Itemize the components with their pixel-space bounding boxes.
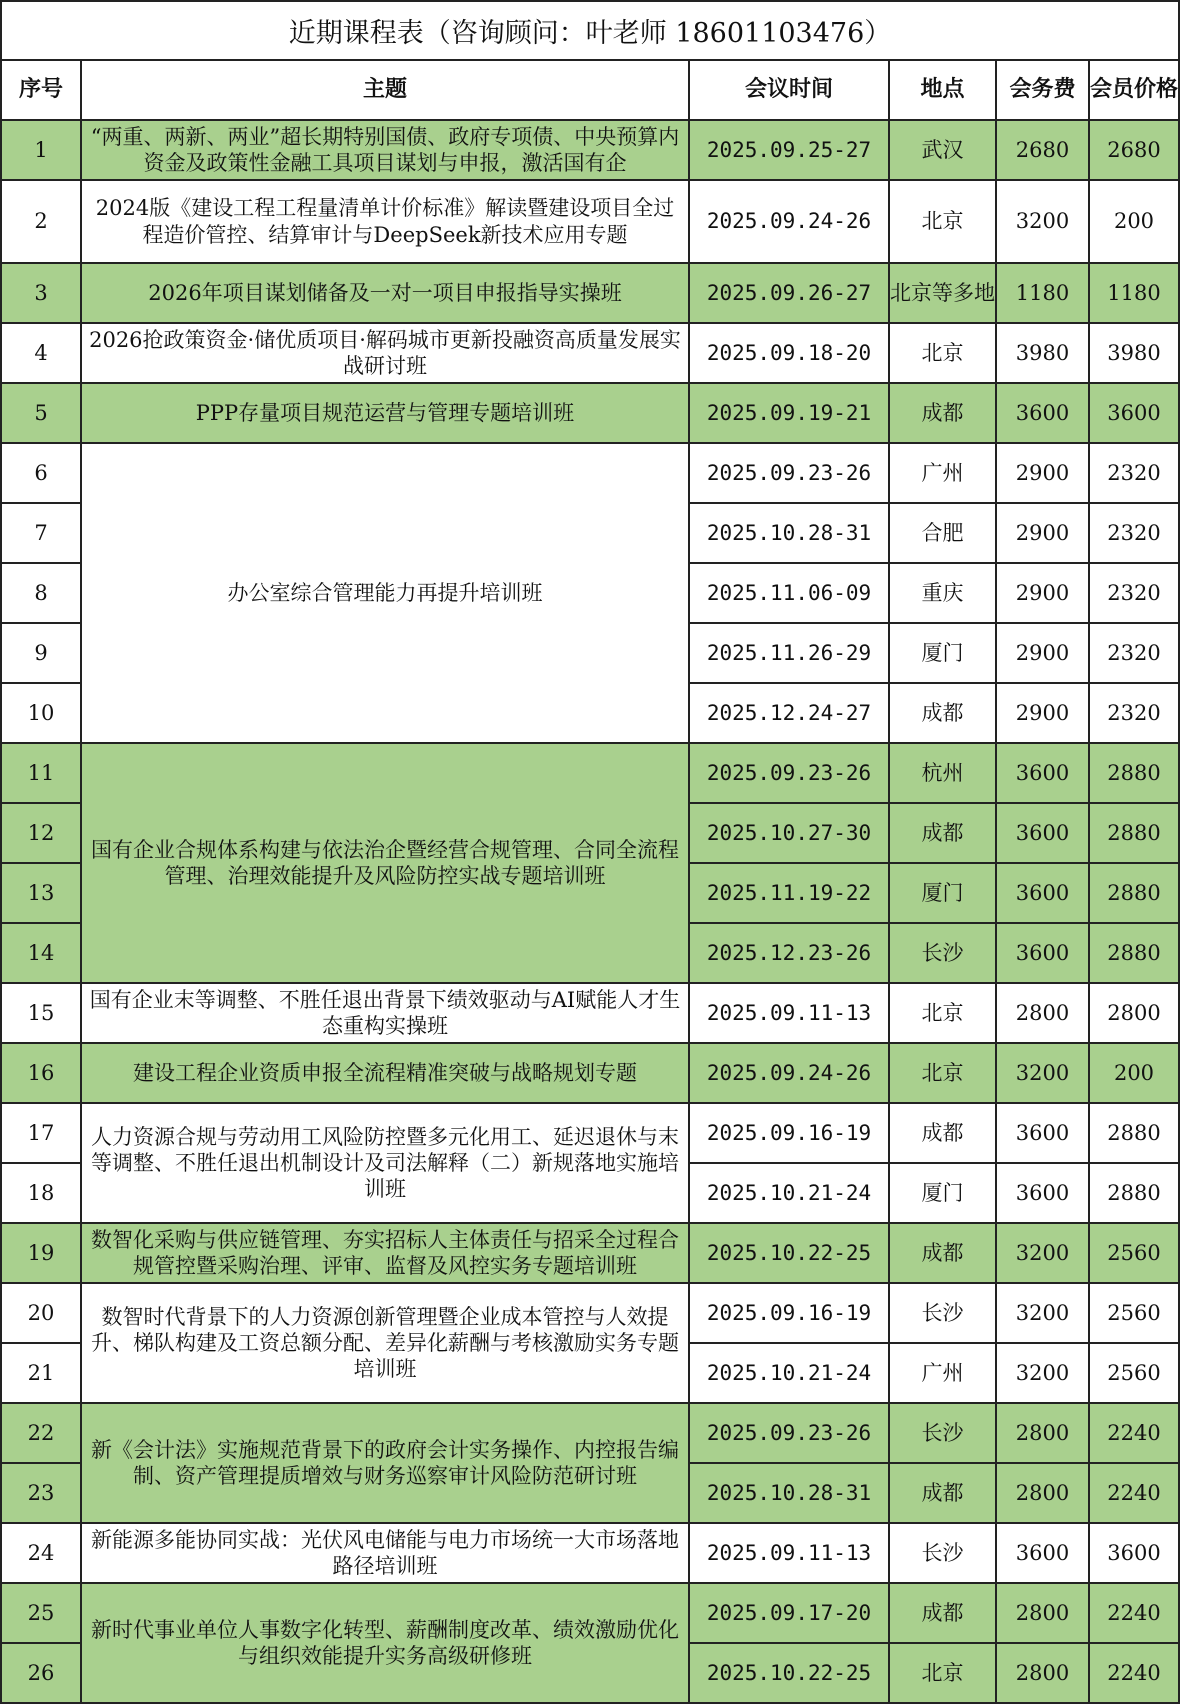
row-member-price: 200 [1090,181,1180,264]
row-location: 杭州 [890,744,997,804]
row-date: 2025.09.16-19 [690,1284,890,1344]
row-location: 北京 [890,324,997,384]
header-location: 地点 [890,61,997,121]
header-fee: 会务费 [997,61,1090,121]
row-number: 2 [0,181,82,264]
row-number: 5 [0,384,82,444]
row-fee: 2800 [997,984,1090,1044]
row-number: 10 [0,684,82,744]
table-title: 近期课程表（咨询顾问：叶老师 18601103476） [0,0,1180,61]
row-date: 2025.09.17-20 [690,1584,890,1644]
row-topic: PPP存量项目规范运营与管理专题培训班 [82,384,690,444]
row-topic: 2024版《建设工程工程量清单计价标准》解读暨建设项目全过程造价管控、结算审计与DeepSeek新技术应用专题 [82,181,690,264]
row-date: 2025.09.24-26 [690,181,890,264]
row-fee: 3200 [997,181,1090,264]
row-location: 成都 [890,684,997,744]
row-topic: 国有企业合规体系构建与依法治企暨经营合规管理、合同全流程管理、治理效能提升及风险防控实战专题培训班 [82,744,690,984]
row-number: 26 [0,1644,82,1704]
row-member-price: 3980 [1090,324,1180,384]
row-member-price: 2560 [1090,1344,1180,1404]
row-number: 12 [0,804,82,864]
row-number: 1 [0,121,82,181]
row-location: 成都 [890,384,997,444]
row-location: 广州 [890,1344,997,1404]
row-location: 重庆 [890,564,997,624]
row-fee: 2900 [997,444,1090,504]
row-number: 24 [0,1524,82,1584]
row-date: 2025.11.06-09 [690,564,890,624]
row-location: 北京 [890,984,997,1044]
row-number: 23 [0,1464,82,1524]
row-member-price: 2320 [1090,504,1180,564]
row-member-price: 2320 [1090,444,1180,504]
row-fee: 2900 [997,564,1090,624]
row-number: 13 [0,864,82,924]
row-member-price: 200 [1090,1044,1180,1104]
row-location: 北京 [890,1644,997,1704]
row-topic: 2026抢政策资金·储优质项目·解码城市更新投融资高质量发展实战研讨班 [82,324,690,384]
row-number: 14 [0,924,82,984]
header-topic: 主题 [82,61,690,121]
row-fee: 3600 [997,864,1090,924]
row-date: 2025.12.24-27 [690,684,890,744]
row-date: 2025.09.24-26 [690,1044,890,1104]
row-number: 9 [0,624,82,684]
row-member-price: 2320 [1090,624,1180,684]
row-fee: 3600 [997,1104,1090,1164]
row-member-price: 2240 [1090,1464,1180,1524]
row-date: 2025.09.25-27 [690,121,890,181]
row-date: 2025.12.23-26 [690,924,890,984]
row-fee: 2900 [997,624,1090,684]
row-member-price: 2880 [1090,804,1180,864]
row-date: 2025.09.23-26 [690,1404,890,1464]
row-topic: 新《会计法》实施规范背景下的政府会计实务操作、内控报告编制、资产管理提质增效与财务巡察审计风险防范研讨班 [82,1404,690,1524]
row-number: 22 [0,1404,82,1464]
row-location: 北京 [890,181,997,264]
row-number: 19 [0,1224,82,1284]
row-location: 北京 [890,1044,997,1104]
row-location: 厦门 [890,864,997,924]
row-topic: 人力资源合规与劳动用工风险防控暨多元化用工、延迟退休与末等调整、不胜任退出机制设计及司法解释（二）新规落地实施培训班 [82,1104,690,1224]
row-location: 合肥 [890,504,997,564]
row-location: 武汉 [890,121,997,181]
row-fee: 2800 [997,1584,1090,1644]
row-date: 2025.09.23-26 [690,444,890,504]
row-number: 18 [0,1164,82,1224]
row-location: 长沙 [890,1524,997,1584]
row-topic: 数智时代背景下的人力资源创新管理暨企业成本管控与人效提升、梯队构建及工资总额分配、差异化薪酬与考核激励实务专题培训班 [82,1284,690,1404]
row-topic: 办公室综合管理能力再提升培训班 [82,444,690,744]
row-member-price: 2320 [1090,564,1180,624]
row-date: 2025.09.19-21 [690,384,890,444]
row-date: 2025.11.26-29 [690,624,890,684]
row-location: 长沙 [890,1404,997,1464]
row-fee: 3200 [997,1284,1090,1344]
row-member-price: 3600 [1090,384,1180,444]
row-fee: 3600 [997,1164,1090,1224]
row-date: 2025.09.23-26 [690,744,890,804]
row-date: 2025.09.26-27 [690,264,890,324]
row-topic: 2026年项目谋划储备及一对一项目申报指导实操班 [82,264,690,324]
row-number: 8 [0,564,82,624]
row-fee: 3200 [997,1344,1090,1404]
row-date: 2025.09.11-13 [690,1524,890,1584]
row-fee: 2800 [997,1464,1090,1524]
row-number: 20 [0,1284,82,1344]
row-member-price: 2320 [1090,684,1180,744]
row-date: 2025.10.28-31 [690,1464,890,1524]
row-member-price: 2240 [1090,1644,1180,1704]
row-date: 2025.10.28-31 [690,504,890,564]
row-location: 成都 [890,1584,997,1644]
row-number: 15 [0,984,82,1044]
row-date: 2025.11.19-22 [690,864,890,924]
row-date: 2025.10.27-30 [690,804,890,864]
row-fee: 2800 [997,1644,1090,1704]
row-fee: 3600 [997,924,1090,984]
row-topic: “两重、两新、两业”超长期特别国债、政府专项债、中央预算内资金及政策性金融工具项目谋划与申报，激活国有企 [82,121,690,181]
row-fee: 2900 [997,684,1090,744]
row-location: 厦门 [890,1164,997,1224]
header-date: 会议时间 [690,61,890,121]
row-location: 成都 [890,1464,997,1524]
row-fee: 3600 [997,744,1090,804]
header-member-price: 会员价格 [1090,61,1180,121]
row-fee: 2680 [997,121,1090,181]
row-fee: 3200 [997,1044,1090,1104]
row-number: 21 [0,1344,82,1404]
row-number: 4 [0,324,82,384]
row-number: 16 [0,1044,82,1104]
row-fee: 2800 [997,1404,1090,1464]
row-number: 25 [0,1584,82,1644]
row-location: 成都 [890,1104,997,1164]
row-member-price: 3600 [1090,1524,1180,1584]
row-number: 6 [0,444,82,504]
row-fee: 3200 [997,1224,1090,1284]
row-location: 成都 [890,1224,997,1284]
row-fee: 2900 [997,504,1090,564]
row-topic: 新时代事业单位人事数字化转型、薪酬制度改革、绩效激励优化与组织效能提升实务高级研修班 [82,1584,690,1704]
row-date: 2025.10.22-25 [690,1644,890,1704]
row-member-price: 2240 [1090,1584,1180,1644]
row-fee: 3600 [997,804,1090,864]
row-member-price: 1180 [1090,264,1180,324]
row-number: 11 [0,744,82,804]
row-member-price: 2560 [1090,1224,1180,1284]
row-member-price: 2880 [1090,1104,1180,1164]
row-member-price: 2240 [1090,1404,1180,1464]
row-topic: 数智化采购与供应链管理、夯实招标人主体责任与招采全过程合规管控暨采购治理、评审、监督及风控实务专题培训班 [82,1224,690,1284]
row-date: 2025.09.16-19 [690,1104,890,1164]
row-member-price: 2880 [1090,864,1180,924]
row-date: 2025.09.18-20 [690,324,890,384]
row-topic: 新能源多能协同实战：光伏风电储能与电力市场统一大市场落地路径培训班 [82,1524,690,1584]
row-location: 成都 [890,804,997,864]
row-date: 2025.10.22-25 [690,1224,890,1284]
row-date: 2025.10.21-24 [690,1344,890,1404]
row-member-price: 2880 [1090,924,1180,984]
row-member-price: 2560 [1090,1284,1180,1344]
row-topic: 国有企业末等调整、不胜任退出背景下绩效驱动与AI赋能人才生态重构实操班 [82,984,690,1044]
row-topic: 建设工程企业资质申报全流程精准突破与战略规划专题 [82,1044,690,1104]
row-fee: 1180 [997,264,1090,324]
row-fee: 3600 [997,1524,1090,1584]
row-number: 17 [0,1104,82,1164]
row-location: 广州 [890,444,997,504]
row-fee: 3600 [997,384,1090,444]
row-date: 2025.10.21-24 [690,1164,890,1224]
row-member-price: 2880 [1090,1164,1180,1224]
row-member-price: 2800 [1090,984,1180,1044]
row-fee: 3980 [997,324,1090,384]
row-member-price: 2880 [1090,744,1180,804]
row-number: 3 [0,264,82,324]
row-location: 长沙 [890,924,997,984]
row-location: 北京等多地 [890,264,997,324]
row-location: 厦门 [890,624,997,684]
row-date: 2025.09.11-13 [690,984,890,1044]
row-number: 7 [0,504,82,564]
row-location: 长沙 [890,1284,997,1344]
row-member-price: 2680 [1090,121,1180,181]
header-no: 序号 [0,61,82,121]
